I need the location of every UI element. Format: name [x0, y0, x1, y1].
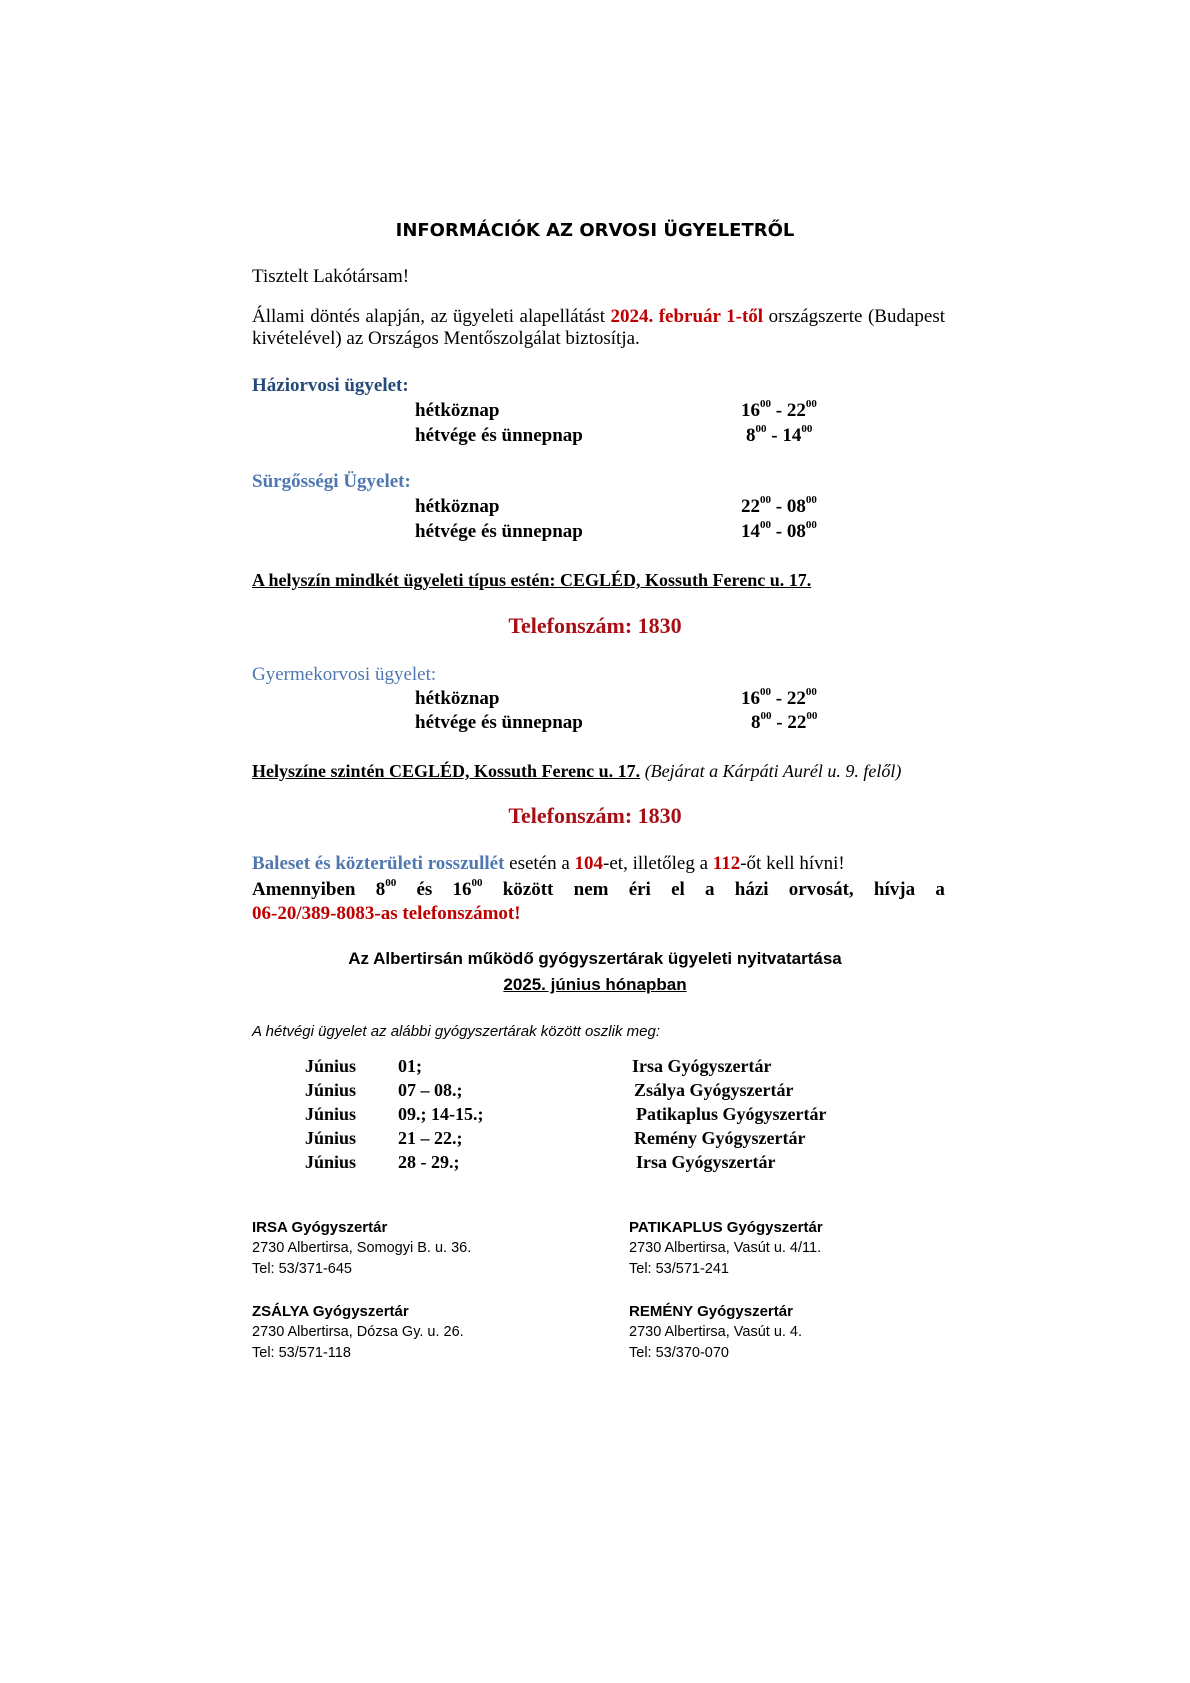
schedule-pharmacy-3: Patikaplus Gyógyszertár [636, 1104, 827, 1124]
pharmacy-address-patikaplus: PATIKAPLUS Gyógyszertár 2730 Albertirsa, Vasút u. 4/11. Tel: 53/571-241 [629, 1219, 823, 1277]
page-title: INFORMÁCIÓK AZ ORVOSI ÜGYELETRŐL [395, 220, 795, 241]
pharmacy-address-irsa: IRSA Gyógyszertár 2730 Albertirsa, Somogyi B. u. 36. Tel: 53/371-645 [252, 1219, 472, 1277]
schedule-pharmacy-1: Irsa Gyógyszertár [632, 1056, 772, 1076]
location-2-main: Helyszíne szintén CEGLÉD, Kossuth Ferenc u. 17. [252, 761, 641, 781]
intro-paragraph [252, 306, 945, 350]
schedule-days-4: 21 – 22.; [398, 1128, 463, 1148]
schedule-pharmacy-5: Irsa Gyógyszertár [636, 1152, 776, 1172]
schedule-month-3: Június [305, 1104, 357, 1124]
gyermek-heading: Gyermekorvosi ügyelet: [252, 664, 437, 685]
haziorvosi-weekend-hours: $8^{00} - 14^{00}$ [746, 423, 813, 446]
surgossegi-weekday-label: hétköznap [415, 496, 500, 517]
haziorvosi-weekday-label: hétköznap [415, 400, 500, 421]
emergency-line: Baleset és közterületi rosszullét esetén a 104-et, illetőleg a 112-őt kell hívni! [252, 853, 845, 874]
gyermek-weekday-label: hétköznap [415, 688, 500, 709]
surgossegi-weekday-hours: $22^{00} - 08^{00}$ [741, 494, 817, 517]
schedule-days-1: 01; [398, 1056, 422, 1076]
emergency-number-104: 104 [574, 853, 604, 874]
emergency-highlight: Baleset és közterületi rosszullét [252, 853, 505, 874]
schedule-month-1: Június [305, 1056, 357, 1076]
location-note-2 [252, 761, 901, 782]
gyermek-weekday-hours: $16^{00} - 22^{00}$ [741, 686, 817, 709]
schedule-days-5: 28 - 29.; [398, 1152, 460, 1172]
schedule-month-2: Június [305, 1080, 357, 1100]
pharmacy-heading: Az Albertirsán működő gyógyszertárak ügyeleti nyitvatartása [348, 949, 842, 968]
greeting: Tisztelt Lakótársam! [252, 266, 410, 287]
schedule-month-4: Június [305, 1128, 357, 1148]
pharmacy-address-zsalya: ZSÁLYA Gyógyszertár 2730 Albertirsa, Dózsa Gy. u. 26. Tel: 53/571-118 [252, 1303, 464, 1361]
pharmacy-month-heading: 2025. június hónapban [503, 975, 687, 994]
surgossegi-weekend-hours: $14^{00} - 08^{00}$ [741, 519, 817, 542]
location-2-entrance-note: (Bejárat a Kárpáti Aurél u. 9. felől) [644, 761, 902, 781]
surgossegi-weekend-label: hétvége és ünnepnap [415, 521, 583, 542]
intro-date: 2024. február 1-től [610, 306, 764, 327]
doctor-note-line: Amennyiben $8^{00}$ és $16^{00}$ között nem éri el a házi orvosát, hívja a [252, 877, 945, 900]
phone-number-2: Telefonszám: 1830 [508, 803, 682, 828]
schedule-days-3: 09.; 14-15.; [398, 1104, 484, 1124]
schedule-month-5: Június [305, 1152, 357, 1172]
location-note-1: A helyszín mindkét ügyeleti típus estén: CEGLÉD, Kossuth Ferenc u. 17. [252, 570, 812, 590]
doctor-phone: 06-20/389-8083-as telefonszámot! [252, 903, 521, 924]
schedule-pharmacy-4: Remény Gyógyszertár [634, 1128, 806, 1148]
pharmacy-intro: A hétvégi ügyelet az alábbi gyógyszertárak között oszlik meg: [252, 1023, 660, 1040]
haziorvosi-heading: Háziorvosi ügyelet: [252, 375, 409, 396]
intro-text-1: Állami döntés alapján, az ügyeleti alapellátást [252, 306, 605, 327]
pharmacy-address-remeny: REMÉNY Gyógyszertár 2730 Albertirsa, Vasút u. 4. Tel: 53/370-070 [629, 1303, 803, 1361]
schedule-pharmacy-2: Zsálya Gyógyszertár [634, 1080, 794, 1100]
intro-text-2: országszerte (Budapest kivételével) az Országos Mentőszolgálat biztosítja. [252, 306, 945, 349]
surgossegi-heading: Sürgősségi Ügyelet: [252, 471, 411, 492]
gyermek-weekend-hours: $8^{00} - 22^{00}$ [751, 710, 818, 733]
phone-number-1: Telefonszám: 1830 [508, 613, 682, 638]
schedule-days-2: 07 – 08.; [398, 1080, 463, 1100]
gyermek-weekend-label: hétvége és ünnepnap [415, 712, 583, 733]
emergency-number-112: 112 [712, 853, 741, 874]
haziorvosi-weekday-hours: $16^{00} - 22^{00}$ [741, 398, 817, 421]
haziorvosi-weekend-label: hétvége és ünnepnap [415, 425, 583, 446]
